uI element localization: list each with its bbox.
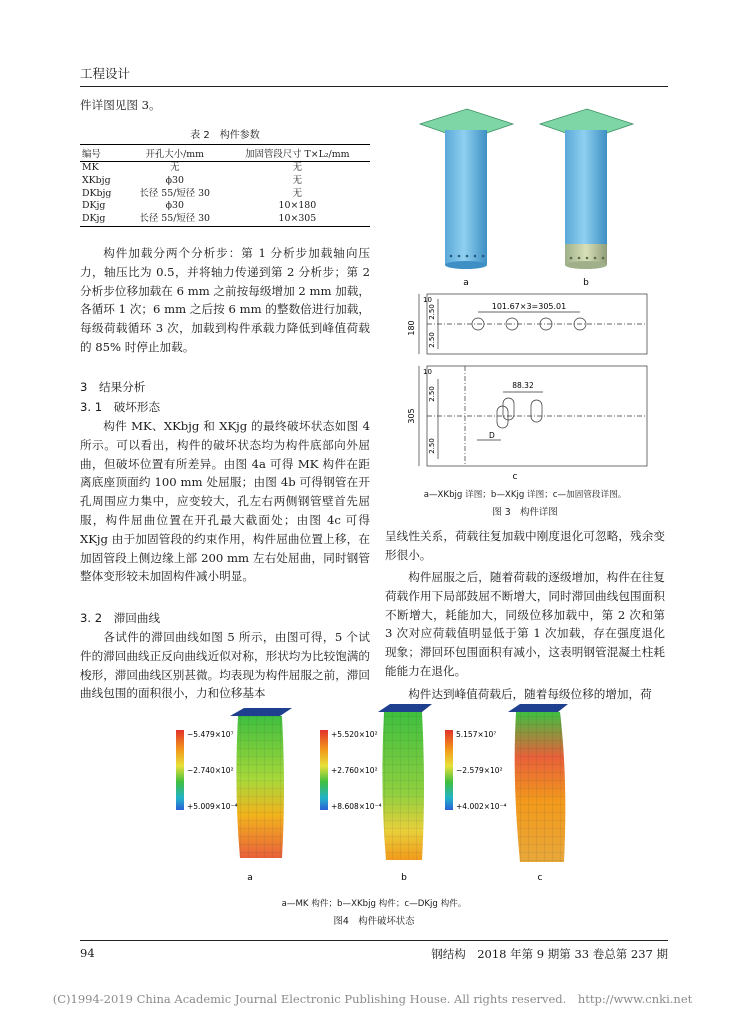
right-paragraph-2: 构件屈服之后，随着荷载的逐级增加，构件在往复荷载作用下局部鼓屈不断增大，同时滞回曲线包围面积不断增大，耗能加大，同级位移加载中，第 2 次和第 3 次对应荷载值明显低于第 1 次加载，存在强度退化现象；滞回环包围面积有减小，这表明钢管混凝土柱耗能能力在退化。 xyxy=(385,570,665,678)
legend-c-min: +4.002×10⁻⁴ xyxy=(456,802,507,811)
header-rule xyxy=(80,86,668,87)
legend-c-max: 5.157×10⁷ xyxy=(456,730,497,739)
hole-mark xyxy=(570,257,573,260)
loading-cap xyxy=(378,704,432,712)
tube-bottom xyxy=(445,261,487,269)
hole-mark xyxy=(450,255,453,258)
steel-tube xyxy=(445,130,487,265)
table-row xyxy=(80,175,370,188)
table-cell: 无 xyxy=(292,174,303,186)
dim-250b: 2.50 xyxy=(428,332,436,348)
section-3-heading: 3 结果分析 xyxy=(80,380,146,394)
column-model-a xyxy=(420,109,513,269)
table-cell: 长径 55/短径 30 xyxy=(139,187,211,199)
dim-180: 180 xyxy=(407,320,416,336)
slot-hole xyxy=(531,400,542,422)
loading-cap xyxy=(508,704,568,712)
legend-bar xyxy=(320,730,328,810)
figure-3-label-a: a xyxy=(463,278,469,288)
footer-rule xyxy=(80,940,668,941)
table-cell: 无 xyxy=(170,162,180,173)
legend-a-max: −5.479×10⁷ xyxy=(187,730,234,739)
section-3-2-heading: 3. 2 滞回曲线 xyxy=(80,611,161,625)
figure-3-label-c: c xyxy=(512,472,518,482)
running-header: 工程设计 xyxy=(80,66,131,81)
table-cell: 无 xyxy=(292,162,303,173)
slot-hole xyxy=(503,398,514,420)
loading-cap xyxy=(230,708,292,716)
legend-c-mid: −2.579×10² xyxy=(456,766,503,775)
dim-250a: 2.50 xyxy=(428,304,436,320)
dim-305: 305 xyxy=(407,408,416,424)
figure-4-label-a: a xyxy=(247,873,253,883)
hole-mark xyxy=(458,255,461,258)
figure-4-label-c: c xyxy=(537,873,543,883)
figure-4-caption: 图4 构件破坏状态 xyxy=(333,916,415,927)
table-cell: 无 xyxy=(292,187,303,199)
hysteresis-paragraph: 各试件的滞回曲线如图 5 所示，由图可得，5 个试件的滞回曲线正反向曲线近似对称，形状均为比较饱满的梭形，滞回曲线区别甚微。均表现为构件屈服之前，滞回曲线包围的面积很小，力和位移基本 xyxy=(80,630,370,701)
table-row xyxy=(80,162,370,175)
table-cell: MK xyxy=(82,162,99,173)
table-header-cell: 编号 xyxy=(80,145,125,162)
table-header-row xyxy=(80,145,370,162)
figure-3-label-b: b xyxy=(583,278,589,288)
legend-bar xyxy=(176,730,184,810)
table-cell: ϕ30 xyxy=(165,200,184,212)
slot-hole xyxy=(497,406,508,428)
hole-mark xyxy=(586,257,589,260)
hole-mark xyxy=(602,257,605,260)
hole-mark xyxy=(578,257,581,260)
table-row xyxy=(80,213,370,226)
page-number: 94 xyxy=(80,946,95,960)
mesh-overlay xyxy=(515,712,566,862)
tube-bottom xyxy=(565,261,607,269)
loading-paragraph: 构件加载分两个分析步：第 1 分析步加载轴向压力，轴压比为 0.5，并将轴力传递到第 2 分析步；第 2 分析步位移加载在 6 mm 之前按每级增加 2 mm 加载，各循环 1 次；6 mm 之后按 6 mm 的整数倍进行加载，每级荷载循环 3 次，加载到构件承载力降低到峰值荷载的 85% 时停止加载。 xyxy=(80,246,370,354)
hole-mark xyxy=(466,255,469,258)
right-paragraph-3: 构件达到峰值荷载后，随着每级位移的增加，荷 xyxy=(408,687,652,701)
failure-paragraph: 构件 MK、XKbjg 和 XKjg 的最终破坏状态如图 4 所示。可以看出，构件的破坏状态均为构件底部向外屈曲，但破坏位置有所差异。由图 4a 可得 MK 构件在距离底座顶面约 100 mm 处屈服；由图 4b 可得钢管在开孔周围应力集中，应变较大，孔左右两侧钢管壁首先屈服，构件屈曲位置在开孔最大截面处；由图 4c 可得 XKjg 由于加固管段的约束作用，构件屈曲位置上移，在加固管段上侧边缘上部 200 mm 左右处屈曲，同时钢管整体变形较未加固构件减小明显。 xyxy=(80,419,370,584)
table-row xyxy=(80,200,370,213)
hole-mark xyxy=(482,255,485,258)
table-cell: ϕ30 xyxy=(165,174,184,186)
table-cell: DKjg xyxy=(82,200,106,212)
table-cell: 10×305 xyxy=(225,213,370,226)
dim-250d: 2.50 xyxy=(428,438,436,454)
mesh-overlay xyxy=(382,712,424,860)
legend-b-max: +5.520×10² xyxy=(331,730,378,739)
journal-info: 钢结构 2018 年第 9 期第 33 卷总第 237 期 xyxy=(431,947,668,961)
column-model-b xyxy=(540,109,633,269)
figure-3-subcaption: a—XKbjg 详图；b—XKjg 详图；c—加固管段详图。 xyxy=(423,490,627,500)
legend-b-mid: +2.760×10² xyxy=(331,766,378,775)
section-3-1-heading: 3. 1 破坏形态 xyxy=(80,400,161,414)
dim-10b: 10 xyxy=(423,368,432,376)
legend-a-min: +5.009×10⁻⁴ xyxy=(187,802,238,811)
table-2-title: 表 2 构件参数 xyxy=(190,130,260,141)
fe-model-c xyxy=(445,704,568,862)
steel-tube xyxy=(565,130,607,248)
table-header-cell: 加固管段尺寸 T×L₂/mm xyxy=(225,145,370,162)
table-cell: 长径 55/短径 30 xyxy=(125,213,225,226)
copyright-watermark: (C)1994-2019 China Academic Journal Electronic Publishing House. All rights reserved. http://www.cnki.net xyxy=(52,992,693,1006)
table-cell: 10×180 xyxy=(278,200,317,212)
dim-D: D xyxy=(489,431,495,440)
mesh-overlay xyxy=(236,716,284,858)
table-2 xyxy=(80,144,370,227)
table-header-cell: 开孔大小/mm xyxy=(125,145,225,162)
figure-3 xyxy=(405,94,665,514)
intro-line: 件详图见图 3。 xyxy=(80,98,161,112)
figure-4-label-b: b xyxy=(401,873,407,883)
legend-bar xyxy=(445,730,453,810)
figure-4-subcaption: a—MK 构件；b—XKbjg 构件；c—DKjg 构件。 xyxy=(281,899,467,909)
dim-10a: 10 xyxy=(423,296,432,304)
table-cell: DKbjg xyxy=(82,187,112,199)
table-cell: DKjg xyxy=(80,213,125,226)
figure-3-caption: 图 3 构件详图 xyxy=(492,507,558,518)
table-cell: XKbjg xyxy=(82,174,111,186)
legend-b-min: +8.608×10⁻⁴ xyxy=(331,802,382,811)
table-row xyxy=(80,188,370,201)
right-paragraph-1: 呈线性关系，荷载往复加载中刚度退化可忽略，残余变形很小。 xyxy=(385,529,665,562)
figure-4 xyxy=(160,700,600,890)
dim-top: 101.67×3=305.01 xyxy=(491,302,567,311)
dim-8832: 88.32 xyxy=(512,381,534,390)
legend-a-mid: −2.740×10² xyxy=(187,766,234,775)
fe-model-b xyxy=(320,704,432,860)
dim-250c: 2.50 xyxy=(428,386,436,402)
hole-mark xyxy=(474,255,477,258)
hole-mark xyxy=(594,257,597,260)
